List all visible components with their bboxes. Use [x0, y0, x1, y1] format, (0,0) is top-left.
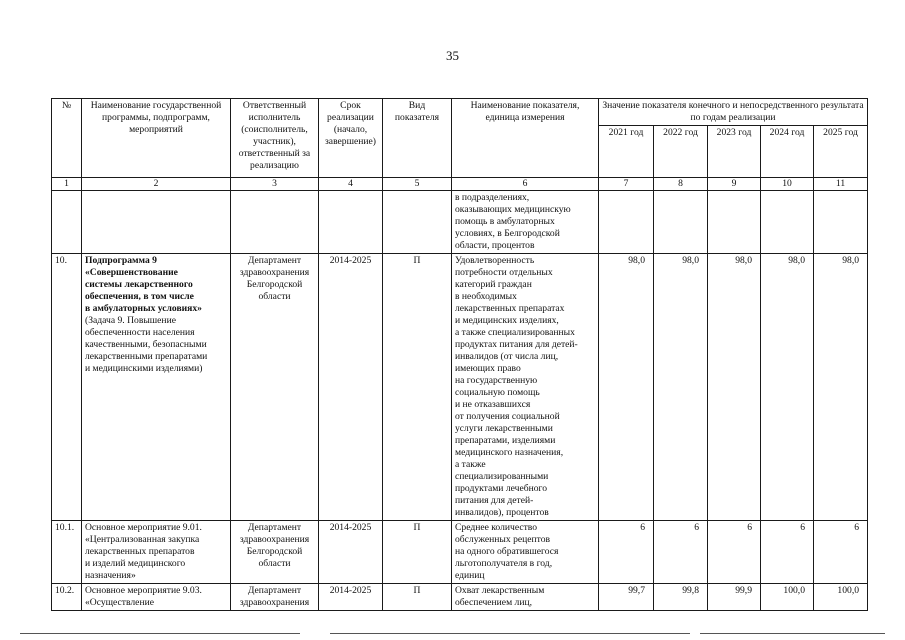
column-number: 1: [52, 178, 82, 191]
row-type: [383, 191, 452, 254]
row-indicator: Среднее количество обслуженных рецептов на одного обратившегося льготополучателя в год, единиц: [452, 521, 599, 584]
row-value-2025: 6: [814, 521, 868, 584]
row-value-2023: 99,9: [708, 584, 761, 611]
row-value-2025: [814, 191, 868, 254]
row-value-2022: 98,0: [654, 254, 708, 521]
table-row: [52, 521, 868, 584]
row-term: 2014-2025: [319, 584, 383, 611]
header-values-group: Значение показателя конечного и непосредственного результата по годам реализации: [599, 99, 868, 126]
column-number: 7: [599, 178, 654, 191]
table-row: [52, 191, 868, 254]
page-number: 35: [446, 48, 459, 63]
row-type: П: [383, 521, 452, 584]
subprogram-title: Подпрограмма 9 «Совершенствование системы лекарственного обеспечения, в том числе в амбулаторных условиях»: [85, 255, 202, 314]
row-value-2021: 98,0: [599, 254, 654, 521]
row-term: 2014-2025: [319, 254, 383, 521]
header-year-2023: 2023 год: [708, 126, 761, 178]
row-value-2024: 98,0: [761, 254, 814, 521]
row-value-2022: 99,8: [654, 584, 708, 611]
row-term: [319, 191, 383, 254]
row-indicator: Охват лекарственным обеспечением лиц,: [452, 584, 599, 611]
row-no: 10.2.: [52, 584, 82, 611]
row-value-2024: [761, 191, 814, 254]
column-number: 2: [82, 178, 231, 191]
row-value-2021: 99,7: [599, 584, 654, 611]
table-row: [52, 584, 868, 611]
row-value-2021: 6: [599, 521, 654, 584]
row-no: 10.1.: [52, 521, 82, 584]
header-term: Срок реализации (начало, завершение): [319, 99, 383, 178]
row-indicator: Удовлетворенность потребности отдельных категорий граждан в необходимых лекарственных препаратах и медицинских изделиях, а также специализированных продуктах питания для детей- инвалидов (от числа лиц, имеющих право на государственную социальную помощь и не отказавшихся от получения социальной услуги лекарственными препаратами, изделиями медицинского назначения, а также специализированными продуктами лечебного питания для детей- инвалидов), процентов: [452, 254, 599, 521]
scan-edge-line: [330, 633, 690, 634]
table-row: [52, 254, 868, 521]
column-number: 3: [231, 178, 319, 191]
scan-edge-line: [700, 633, 885, 634]
row-executor: [231, 191, 319, 254]
column-numbers-row: [52, 178, 868, 191]
column-number: 11: [814, 178, 868, 191]
scan-edge-line: [20, 633, 300, 634]
row-value-2025: 100,0: [814, 584, 868, 611]
header-year-2022: 2022 год: [654, 126, 708, 178]
row-no: 10.: [52, 254, 82, 521]
header-year-2025: 2025 год: [814, 126, 868, 178]
column-number: 5: [383, 178, 452, 191]
row-executor: Департамент здравоохранения Белгородской области: [231, 521, 319, 584]
header-indicator: Наименование показателя, единица измерения: [452, 99, 599, 178]
header-row: [52, 99, 868, 126]
row-term: 2014-2025: [319, 521, 383, 584]
row-name: [82, 191, 231, 254]
header-year-2024: 2024 год: [761, 126, 814, 178]
header-year-2021: 2021 год: [599, 126, 654, 178]
row-value-2024: 6: [761, 521, 814, 584]
row-type: П: [383, 254, 452, 521]
row-executor: Департамент здравоохранения: [231, 584, 319, 611]
row-name: [82, 254, 231, 521]
row-indicator: в подразделениях, оказывающих медицинскую помощь в амбулаторных условиях, в Белгородской области, процентов: [452, 191, 599, 254]
header-executor: Ответственный исполнитель (соисполнитель, участник), ответственный за реализацию: [231, 99, 319, 178]
row-name: Основное мероприятие 9.03. «Осуществление: [82, 584, 231, 611]
row-value-2023: 98,0: [708, 254, 761, 521]
subprogram-task: (Задача 9. Повышение обеспеченности населения качественными, безопасными лекарственными препаратами и медицинскими изделиями): [85, 315, 208, 374]
row-value-2023: [708, 191, 761, 254]
header-name: Наименование государственной программы, подпрограмм, мероприятий: [82, 99, 231, 178]
row-value-2024: 100,0: [761, 584, 814, 611]
column-number: 8: [654, 178, 708, 191]
row-type: П: [383, 584, 452, 611]
column-number: 9: [708, 178, 761, 191]
row-value-2021: [599, 191, 654, 254]
column-number: 4: [319, 178, 383, 191]
indicators-table: [51, 98, 868, 611]
row-name: Основное мероприятие 9.01. «Централизованная закупка лекарственных препаратов и изделий медицинского назначения»: [82, 521, 231, 584]
header-no: №: [52, 99, 82, 178]
row-value-2023: 6: [708, 521, 761, 584]
row-value-2022: [654, 191, 708, 254]
column-number: 6: [452, 178, 599, 191]
header-type: Вид показателя: [383, 99, 452, 178]
column-number: 10: [761, 178, 814, 191]
row-value-2022: 6: [654, 521, 708, 584]
row-value-2025: 98,0: [814, 254, 868, 521]
row-executor: Департамент здравоохранения Белгородской области: [231, 254, 319, 521]
row-no: [52, 191, 82, 254]
